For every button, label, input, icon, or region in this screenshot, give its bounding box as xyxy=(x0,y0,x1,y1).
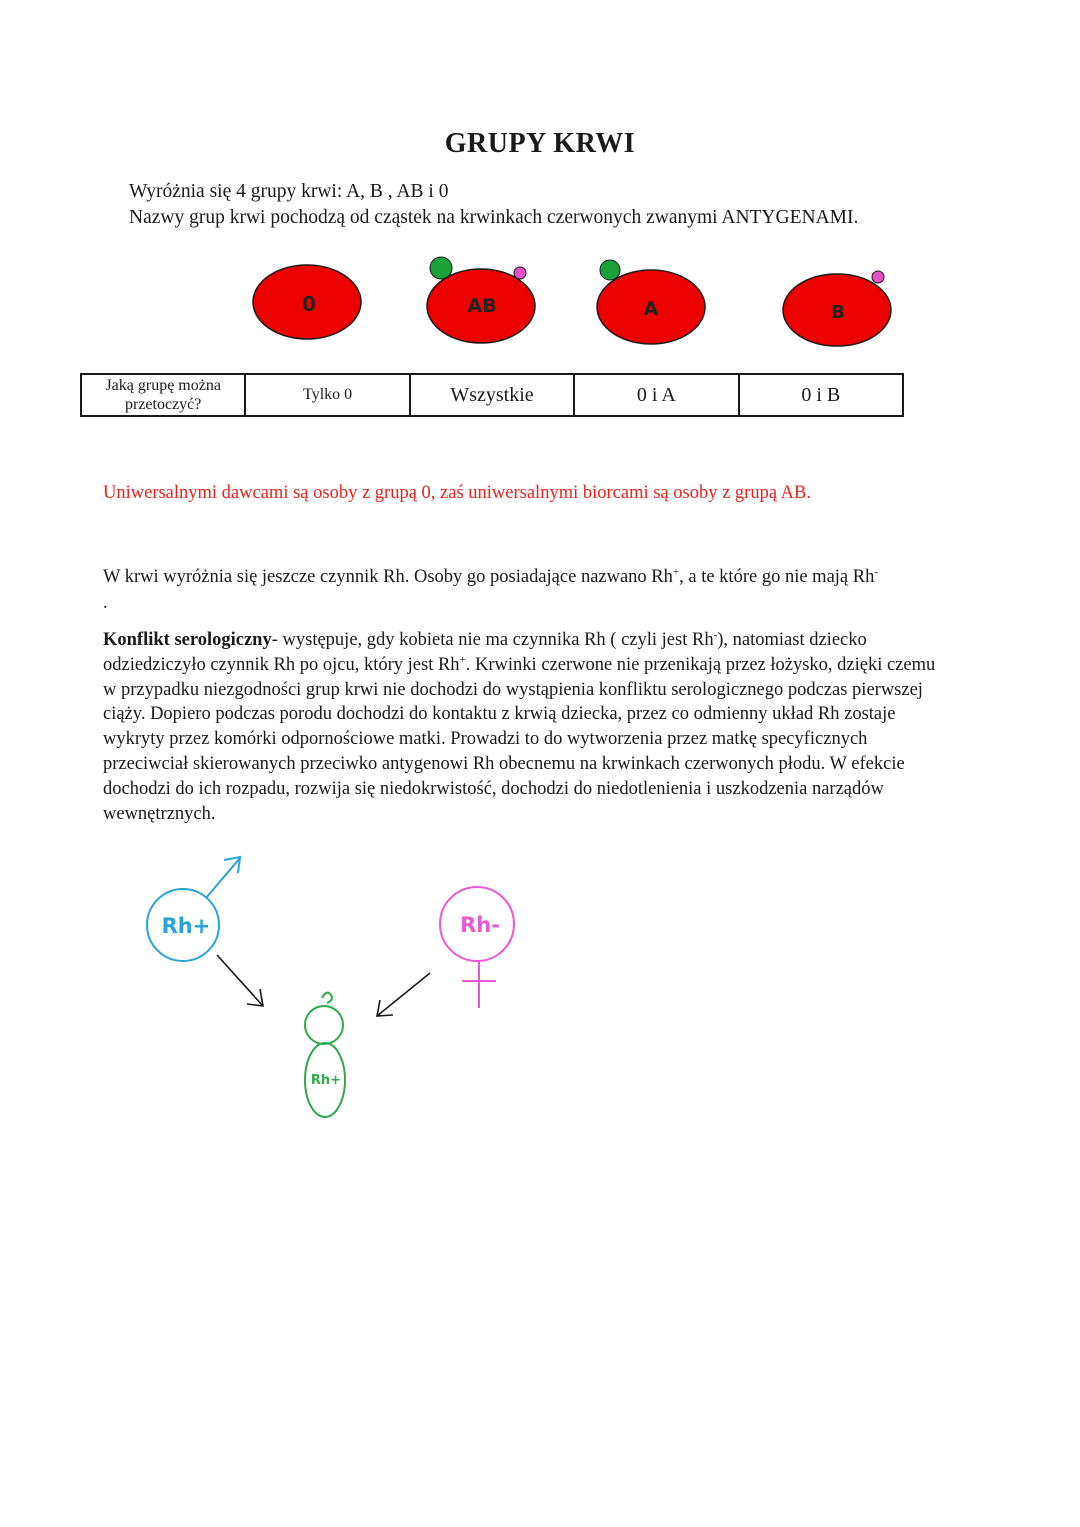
father-symbol xyxy=(147,857,240,961)
antigen-a-marker xyxy=(430,257,452,279)
conflict-term: Konflikt serologiczny xyxy=(103,630,272,650)
serological-conflict-paragraph: Konflikt serologiczny- występuje, gdy kobieta nie ma czynnika Rh ( czyli jest Rh-), natomiast dziecko odziedziczyło czynnik Rh po ojcu, który jest Rh+. Krwinki czerwone nie przenikają przez łożysko, dzięki czemu w przypadku niezgodności grup krwi nie dochodzi do wystąpienia konfliktu serologicznego podczas pierwszej ciąży. Dopiero podczas porodu dochodzi do kontaktu z krwią dziecka, przez co odmienny układ Rh zostaje wykryty przez komórki odpornościowe matki. Prowadzi to do wytworzenia przez matkę specyficznych przeciwciał skierowanych przeciwko antygenowi Rh obecnemu na krwinkach czerwonych płodu. W efekcie dochodzi do ich rozpadu, rozwija się niedokrwistość, dochodzi do niedotlenienia i uszkodzenia narządów wewnętrznych. xyxy=(103,628,936,824)
antigen-b-marker xyxy=(514,267,526,279)
intro-line-groups: Wyróżnia się 4 grupy krwi: A, B , AB i 0 xyxy=(129,181,449,202)
antigen-a-marker xyxy=(600,260,620,280)
table-cell-group-0: Tylko 0 xyxy=(245,374,409,416)
transfusion-table xyxy=(80,373,904,417)
father-rh-label: Rh+ xyxy=(161,914,211,938)
arrow-father-to-child-icon xyxy=(217,955,263,1006)
arrow-mother-to-child-icon xyxy=(377,973,430,1016)
table-cell-group-a: 0 i A xyxy=(574,374,738,416)
page-title: GRUPY KRWI xyxy=(444,128,636,159)
cell-label: AB xyxy=(467,295,497,317)
cell-label: A xyxy=(643,298,659,320)
antigen-b-marker xyxy=(872,271,884,283)
mother-rh-label: Rh- xyxy=(460,913,500,937)
rh-factor-text: W krwi wyróżnia się jeszcze czynnik Rh. Osoby go posiadające nazwano Rh+, a te które go nie mają Rh- . xyxy=(103,565,879,613)
cell-label: B xyxy=(831,302,845,323)
blood-cell-ab xyxy=(425,256,537,351)
cell-label: 0 xyxy=(302,292,316,316)
blood-cell-b xyxy=(782,268,896,355)
table-question-cell: Jaką grupę można przetoczyć? xyxy=(81,374,245,416)
blood-cell-0 xyxy=(252,264,364,347)
mother-symbol xyxy=(440,887,514,1008)
intro-line-antigens: Nazwy grup krwi pochodzą od cząstek na krwinkach czerwonych zwanymi ANTYGENAMI. xyxy=(129,207,859,228)
child-rh-label: Rh+ xyxy=(310,1073,342,1088)
table-row xyxy=(81,374,903,416)
table-cell-group-b: 0 i B xyxy=(739,374,903,416)
table-cell-group-ab: Wszystkie xyxy=(410,374,574,416)
blood-cell-a xyxy=(595,259,707,352)
child-figure xyxy=(305,993,345,1117)
universal-donor-note: Uniwersalnymi dawcami są osoby z grupą 0, zaś uniwersalnymi biorcami są osoby z grupą AB. xyxy=(103,483,811,503)
rh-inheritance-diagram xyxy=(0,840,600,1140)
